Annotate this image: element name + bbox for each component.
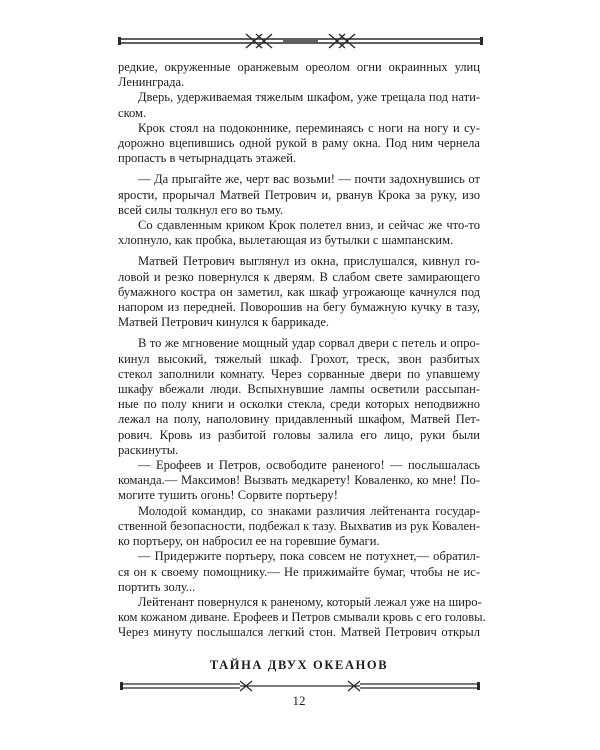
text-line: редкие, окруженные оранжевым ореолом огни окраинных улиц (118, 60, 480, 74)
paragraph (118, 90, 480, 120)
text-line: лежал на полу, наполовину придавленный шкафом, Матвей Пет- (118, 412, 480, 427)
text-line: Дверь, удерживаемая тяжелым шкафом, уже трещала под нати- (138, 90, 480, 105)
bottom-ornament-rule (120, 679, 480, 693)
text-line: портить золу... (118, 579, 196, 594)
paragraph (118, 594, 486, 641)
body-text (118, 60, 486, 641)
text-line: рович. Кровь из разбитой головы залила его лицо, руки были (118, 427, 480, 442)
paragraph (118, 504, 480, 550)
text-line: Крок стоял на подоконнике, переминаясь с ноги на ногу и су- (138, 120, 480, 135)
paragraph (118, 60, 480, 90)
text-line: бумажного костра он заметил, как шкаф угрожающе качнулся под (118, 284, 480, 299)
text-line: ко портьеру, он набросил ее на горевшие бумаги. (118, 534, 380, 549)
text-line: шкафу вбежали люди. Вспыхнувшие лампы осветили рассыпан- (118, 382, 480, 397)
text-line: дорожно вцепившись одной рукой в раму окна. Под ним чернела (118, 136, 480, 151)
text-line: Молодой командир, со знаками различия лейтенанта государ- (138, 503, 480, 518)
top-ornament-rule (118, 30, 483, 52)
text-line: напором из передней. Поворошив на бегу бумажную кучку в тазу, (118, 300, 480, 315)
text-line: Лейтенант повернулся к раненому, который лежал уже на широ- (138, 594, 482, 609)
text-line: стекол заполнили комнату. Через сорванные двери по упавшему (118, 366, 480, 381)
paragraph (118, 254, 480, 330)
text-line: хлопнуло, как пробка, вылетающая из бутылки с шампанским. (118, 233, 454, 248)
text-line: раскинуты. (118, 442, 179, 457)
text-line: ся он к своему помощнику.— Не прижимайте бумаг, чтобы не ис- (118, 564, 480, 579)
paragraph (118, 172, 480, 218)
text-line: могите тушить огонь! Сорвите портьеру! (118, 488, 338, 503)
paragraph (118, 458, 480, 504)
text-line: В то же мгновение мощный удар сорвал двери с петель и опро- (138, 336, 480, 351)
paragraph (118, 549, 480, 595)
text-line: кинул высокий, тяжелый шкаф. Грохот, треск, звон разбитых (118, 351, 480, 366)
text-line: — Да прыгайте же, черт вас возьми! — почти задохнувшись от (138, 172, 480, 187)
paragraph (118, 218, 480, 248)
text-line: ственной безопасности, подбежал к тазу. Выхватив из рук Ковален- (118, 518, 480, 533)
text-line: Матвей Петрович выглянул из окна, прислушался, кивнул го- (138, 254, 480, 269)
text-line: Со сдавленным криком Крок полетел вниз, и сейчас же что-то (138, 218, 480, 233)
text-line: ском. (118, 105, 147, 120)
text-line: Через минуту послышался легкий стон. Матвей Петрович открыл (118, 625, 480, 640)
text-line: ловой и резко повернулся к дверям. В слабом свете замирающего (118, 269, 480, 284)
running-footer-book-title: ТАЙНА ДВУХ ОКЕАНОВ (209, 658, 389, 672)
text-line: — Придержите портьеру, пока совсем не потухнет,— обратил- (138, 549, 480, 564)
page-number: 12 (292, 693, 306, 708)
text-line: всей силы толкнул его во тьму. (118, 202, 284, 217)
text-line: пропасть в четырнадцать этажей. (118, 151, 297, 166)
text-line: команда.— Максимов! Вызвать медкарету! Коваленко, ко мне! По- (118, 473, 480, 488)
text-line: Ленинграда. (118, 75, 185, 90)
text-line: ком кожаном диване. Ерофеев и Петров смывали кровь с его головы. (118, 610, 486, 625)
text-line: ные по полу книги и осколки стекла, среди которых неподвижно (118, 397, 480, 412)
text-line: — Ерофеев и Петров, освободите раненого! — послышалась (138, 458, 480, 473)
text-line: Матвей Петрович кинулся к баррикаде. (118, 315, 330, 330)
text-line: ярости, прорычал Матвей Петрович и, рванув Крока за руку, изо (118, 187, 480, 202)
paragraph (118, 336, 480, 458)
paragraph (118, 121, 480, 167)
